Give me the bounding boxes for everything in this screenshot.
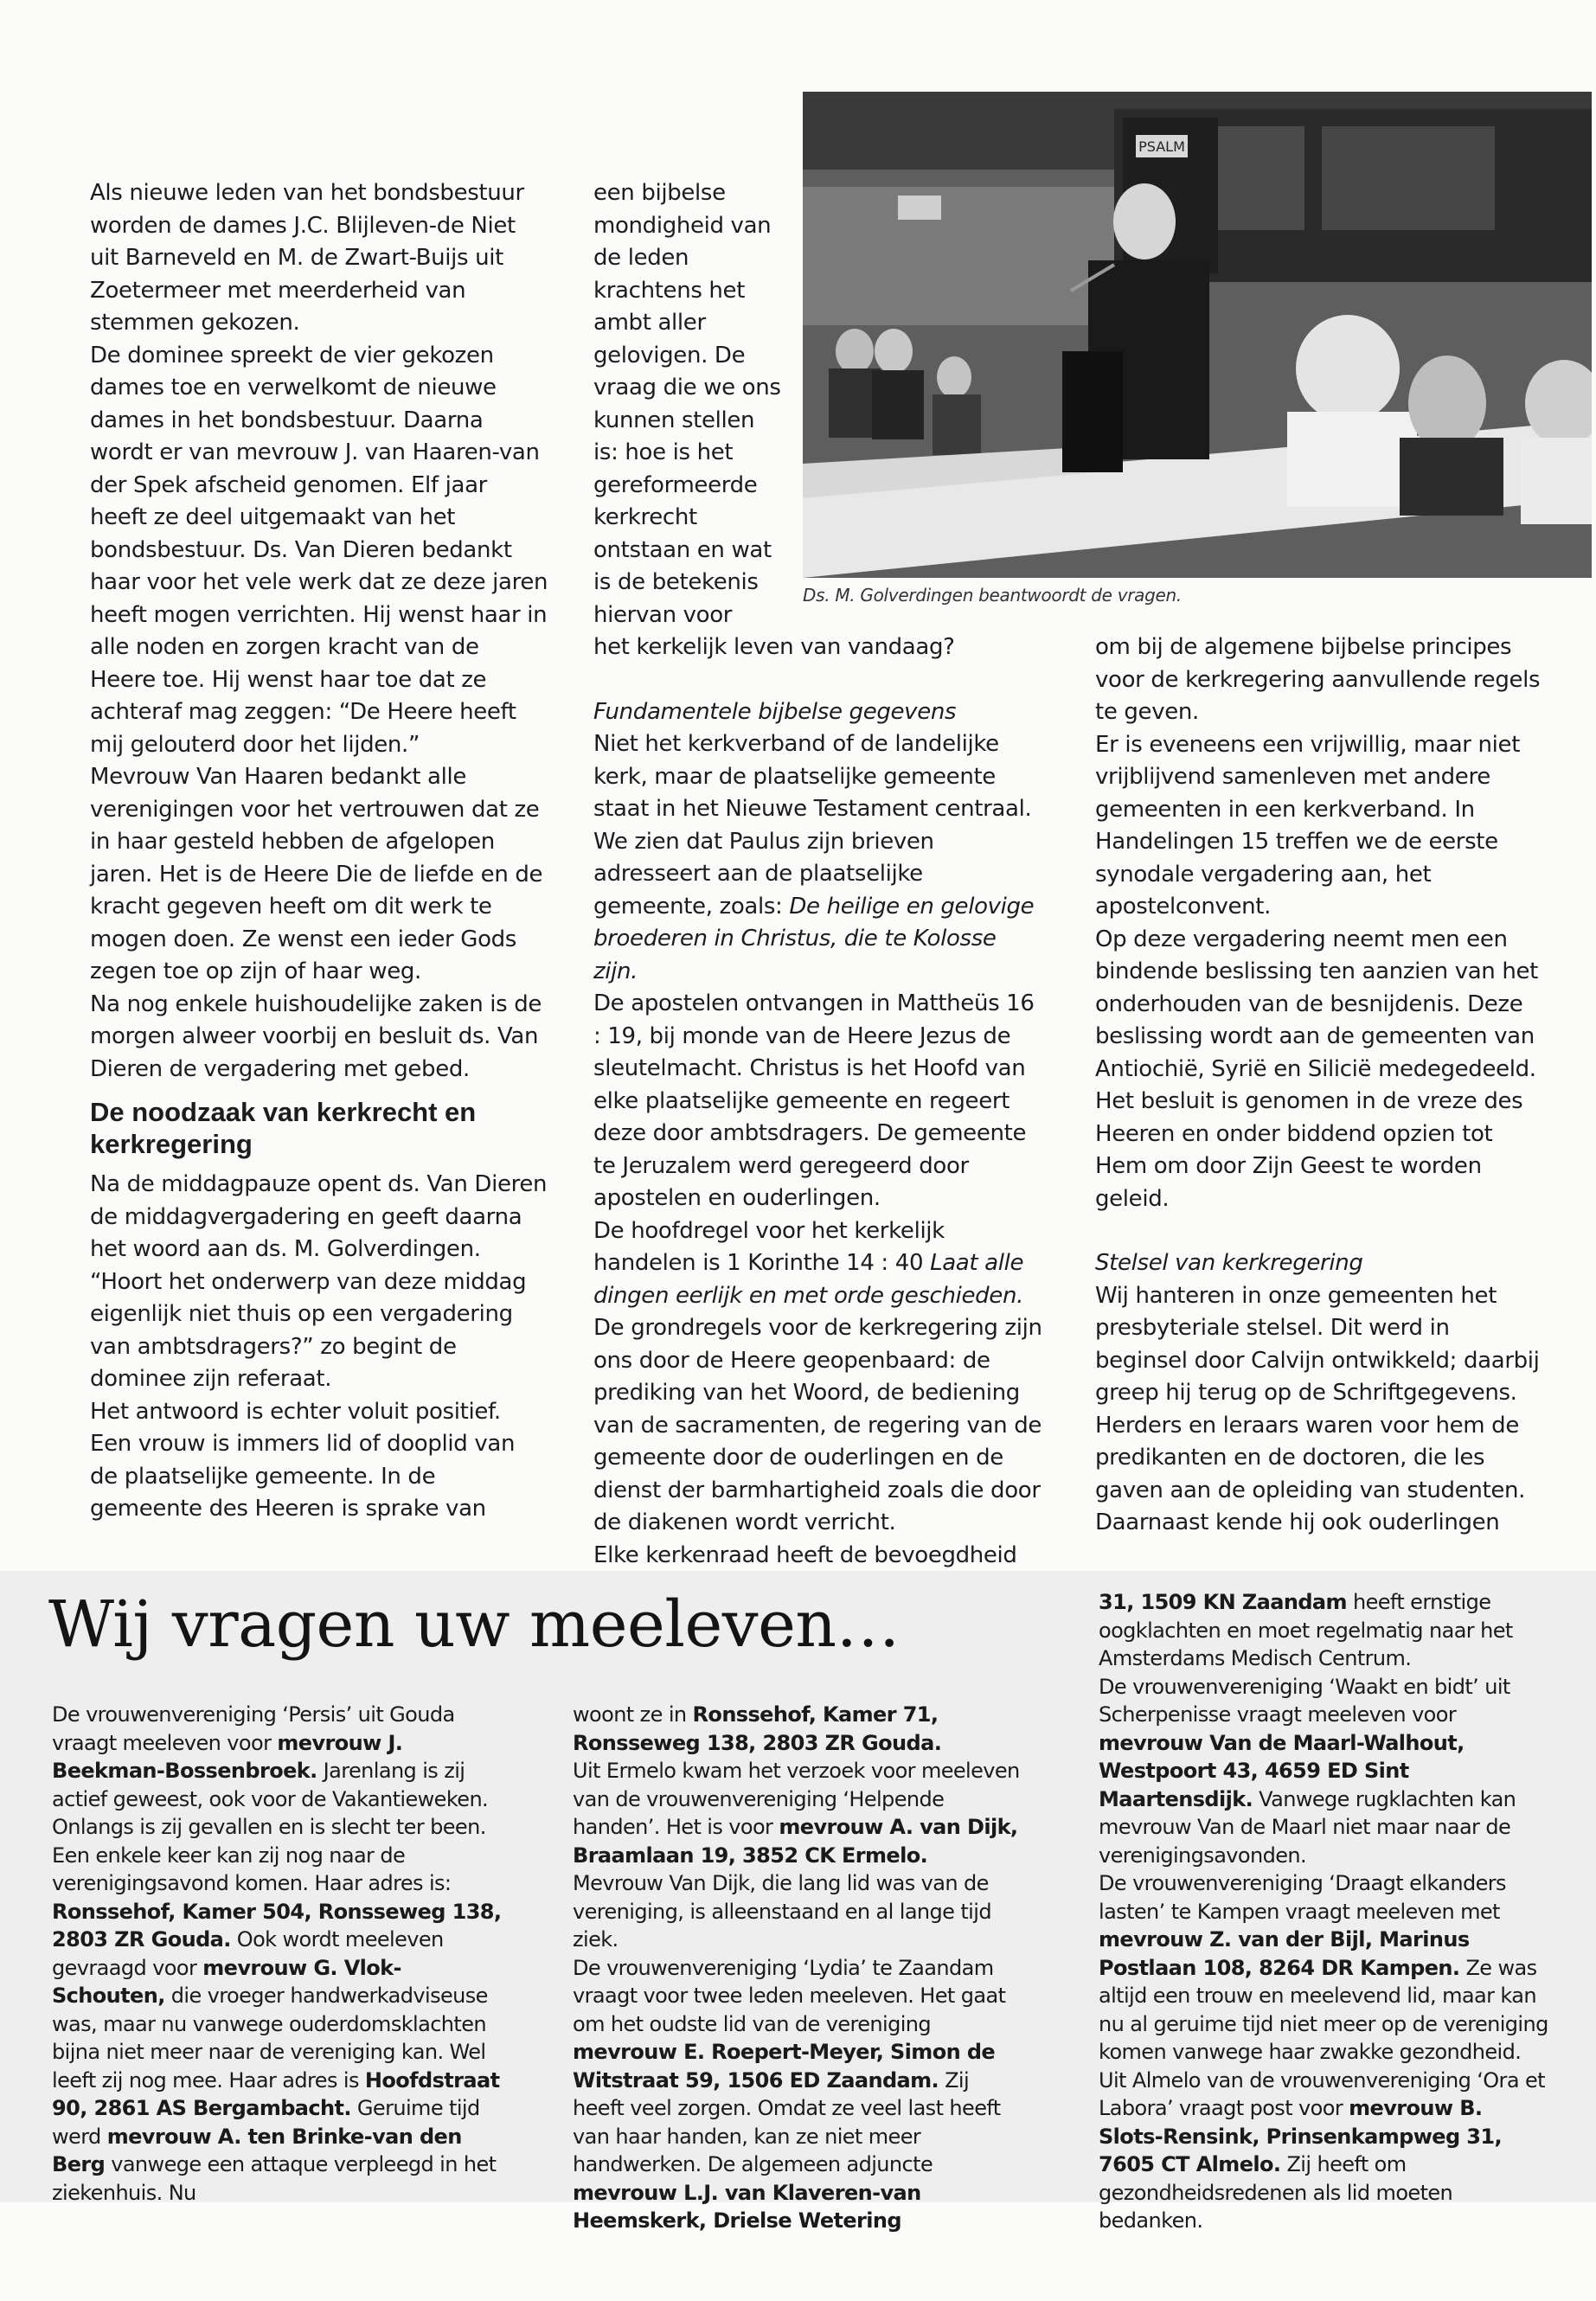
box-column-2 — [573, 1701, 1022, 2235]
text-run: Vanwege rugklachten kan mevrouw Van de Maarl niet maar naar de verenigingsavonden. — [1099, 1786, 1516, 1868]
photo-sign-text: PSALM — [1138, 138, 1185, 155]
paragraph: Elke kerkenraad heeft de bevoegdheid — [593, 1541, 1017, 1568]
paragraph — [573, 1701, 1022, 1757]
paragraph: Als nieuwe leden van het bondsbestuur worden de dames J.C. Blijleven-de Niet uit Barneveld en M. de Zwart-Buijs uit Zoetermeer met meerderheid van stemmen gekozen. — [90, 180, 524, 336]
article-column-3 — [1095, 631, 1545, 1540]
section-subtitle: Stelsel van kerkregering — [1095, 1250, 1363, 1276]
paragraph — [573, 1954, 1022, 2235]
section-heading: De noodzaak van kerkrecht en kerkregering — [90, 1097, 477, 1159]
meeting-photo-illustration — [803, 92, 1592, 578]
name-address: mevrouw Z. van der Bijl, Marinus Postlaan 108, 8264 DR Kampen. — [1099, 1927, 1470, 1980]
paragraph: Wij hanteren in onze gemeenten het presbyteriale stelsel. Dit werd in beginsel door Calvijn ontwikkeld; daarbij greep hij terug op de Schriftgegevens. Herders en leraars waren voor hem de predikanten en de doctoren, die les gaven aan de opleiding van studenten. Daarnaast kende hij ook ouderlingen — [1095, 1282, 1540, 1535]
text-run: die vroeger handwerkadviseuse was, maar nu vanwege ouderdomsklachten bijna niet meer naar de vereniging kan. Wel leeft zij nog mee. Haar adres is — [52, 1984, 488, 2093]
paragraph: De grondregels voor de kerkregering zijn ons door de Heere geopenbaard: de prediking van het Woord, de bediening van de sacramenten, de regering van de gemeente door de ouderlingen en de dienst der barmhartigheid zoals die door de diakenen wordt verricht. — [593, 1315, 1042, 1535]
box-column-1 — [52, 1701, 502, 2207]
paragraph — [1099, 1869, 1548, 2067]
text-run: De vrouwenvereniging ‘Lydia’ te Zaandam vraagt voor twee leden meeleven. Het gaat om het oudste lid van de vereniging — [573, 1955, 1006, 2036]
text-run: De hoofdregel voor het kerkelijk handelen is 1 Korinthe 14 : 40 — [593, 1217, 945, 1276]
paragraph: Na nog enkele huishoudelijke zaken is de morgen alweer voorbij en besluit ds. Van Dieren de vergadering met gebed. — [90, 990, 542, 1082]
text-run: Uit Ermelo kwam het verzoek voor meeleven van de vrouwenvereniging ‘Helpende handen’. Het is voor — [573, 1759, 1020, 1839]
name-address: 31, 1509 KN Zaandam — [1099, 1590, 1347, 1614]
name-address: Ronssehof, Kamer 504, Ronsseweg 138, 2803 ZR Gouda. — [52, 1899, 502, 1952]
name-address: mevrouw A. van Dijk, Braamlaan 19, 3852 CK Ermelo. — [573, 1815, 1018, 1868]
text-run: Mevrouw Van Dijk, die lang lid was van de vereniging, is alleenstaand en al lange tijd ziek. — [573, 1871, 991, 1952]
paragraph: Mevrouw Van Haaren bedankt alle verenigingen voor het vertrouwen dat ze in haar gesteld hebben de afgelopen jaren. Het is de Heere Die de liefde en de kracht gegeven heeft om dit werk te mogen doen. Ze wenst een ieder Gods zegen toe op zijn of haar weg. — [90, 764, 543, 984]
text-run: Niet het kerkverband of de landelijke kerk, maar de plaatselijke gemeente staat in het Nieuwe Testament centraal. We zien dat Paulus zijn brieven adresseert aan de plaatselijke gemeente, zoals: — [593, 731, 1032, 920]
paragraph: De apostelen ontvangen in Mattheüs 16 : 19, bij monde van de Heere Jezus de sleutelmacht. Christus is het Hoofd van elke plaatselijke gemeente en regeert deze door ambtsdragers. De gemeente te Jeruzalem werd geregeerd door apostelen en ouderlingen. — [593, 990, 1035, 1211]
article-column-1 — [90, 177, 548, 1526]
paragraph: Op deze vergadering neemt men een bindende beslissing ten aanzien van het onderhouden van de besnijdenis. Deze beslissing wordt aan de gemeenten van Antiochië, Syrië en Silicië medegedeeld. Het besluit is genomen in de vreze des Heeren en onder biddend opzien tot Hem om door Zijn Geest te worden geleid. — [1095, 926, 1538, 1212]
paragraph: Er is eveneens een vrijwillig, maar niet vrijblijvend samenleven met andere gemeenten in een kerkverband. In Handelingen 15 treffen we de eerste synodale vergadering aan, het apostelconvent. — [1095, 731, 1521, 920]
photo-caption: Ds. M. Golverdingen beantwoordt de vragen. — [803, 585, 1182, 606]
paragraph — [52, 1701, 502, 2207]
paragraph — [1099, 1673, 1548, 1870]
text-run: Ook wordt meeleven gevraagd voor — [52, 1927, 444, 1980]
text-run: De vrouwenvereniging ‘Draagt elkanders lasten’ te Kampen vraagt meeleven met — [1099, 1871, 1506, 1924]
name-address: mevrouw B. Slots-Rensink, Prinsenkampweg 31, 7605 CT Almelo. — [1099, 2096, 1503, 2176]
text-run: De vrouwenvereniging ‘Persis’ uit Gouda vraagt meeleven voor — [52, 1702, 455, 1755]
text-run: Uit Almelo van de vrouwenvereniging ‘Ora et Labora’ vraagt post voor — [1099, 2067, 1545, 2120]
text-run: Geruime tijd werd — [52, 2096, 480, 2149]
name-address: Ronssehof, Kamer 71, Ronsseweg 138, 2803 ZR Gouda. — [573, 1702, 942, 1755]
meeting-photo — [803, 92, 1592, 578]
paragraph: Het antwoord is echter voluit positief. Een vrouw is immers lid of dooplid van de plaatselijke gemeente. In de gemeente des Heeren is sprake van — [90, 1398, 516, 1522]
paragraph — [573, 1757, 1022, 1954]
article-column-2 — [593, 631, 1043, 1572]
text-run: vanwege een attaque verpleegd in het ziekenhuis. Nu — [52, 2152, 497, 2205]
text-run: Jarenlang is zij actief geweest, ook voor de Vakantieweken. Onlangs is zij gevallen en is slecht ter been. Een enkele keer kan zij nog naar de verenigingsavond komen. Haar adres is: — [52, 1759, 489, 1895]
text-run: Zij heeft om gezondheidsredenen als lid moeten bedanken. — [1099, 2152, 1453, 2233]
name-address: Hoofdstraat 90, 2861 AS Bergambacht. — [52, 2067, 500, 2120]
text-run: De vrouwenvereniging ‘Waakt en bidt’ uit Scherpenisse vraagt meeleven voor — [1099, 1674, 1510, 1727]
text-run: heeft ernstige oogklachten en moet regelmatig naar het Amsterdams Medisch Centrum. — [1099, 1590, 1513, 1670]
paragraph — [593, 1215, 1043, 1313]
section-subtitle: Fundamentele bijbelse gegevens — [593, 698, 957, 725]
name-address: mevrouw Van de Maarl-Walhout, Westpoort 43, 4659 ED Sint Maartensdijk. — [1099, 1730, 1465, 1811]
name-address: mevrouw G. Vlok-Schouten, — [52, 1955, 401, 2008]
box-column-3 — [1099, 1588, 1548, 2235]
name-address: mevrouw J. Beekman-Bossenbroek. — [52, 1730, 403, 1783]
paragraph — [1099, 1588, 1548, 1673]
paragraph: een bijbelse mondigheid van de leden krachtens het ambt aller gelovigen. De vraag die we ons kunnen stellen is: hoe is het gereformeerde kerkrecht ontstaan en wat is de betekenis hiervan voor — [593, 180, 781, 628]
paragraph: De dominee spreekt de vier gekozen dames toe en verwelkomt de nieuwe dames in het bondsbestuur. Daarna wordt er van mevrouw J. van Haaren-van der Spek afscheid genomen. Elf jaar heeft ze deel uitgemaakt van het bondsbestuur. Ds. Van Dieren bedankt haar voor het vele werk dat ze deze jaren heeft mogen verrichten. Hij wenst haar in alle noden en zorgen kracht van de Heere toe. Hij wenst haar toe dat ze achteraf mag zeggen: “De Heere heeft mij gelouterd door het lijden.” — [90, 342, 548, 758]
text-run: Zij heeft veel zorgen. Omdat ze veel last heeft van haar handen, kan ze niet meer handwerken. De algemeen adjuncte — [573, 2067, 1001, 2176]
paragraph — [593, 728, 1043, 988]
paragraph — [1099, 2067, 1548, 2235]
name-address: mevrouw A. ten Brinke-van den Berg — [52, 2124, 462, 2176]
quote-text: Laat alle dingen eerlijk en met orde geschieden. — [593, 1250, 1024, 1309]
text-run: woont ze in — [573, 1702, 693, 1727]
box-title: Wij vragen uw meeleven… — [48, 1587, 901, 1662]
name-address: mevrouw L.J. van Klaveren-van Heemskerk, Drielse Wetering — [573, 2180, 921, 2233]
name-address: mevrouw E. Roepert-Meyer, Simon de Witstraat 59, 1506 ED Zaandam. — [573, 2040, 996, 2093]
paragraph: het kerkelijk leven van vandaag? — [593, 634, 955, 660]
text-run: Ze was altijd een trouw en meelevend lid, maar kan nu al geruime tijd niet meer op de vereniging komen vanwege haar zwakke gezondheid. — [1099, 1955, 1548, 2064]
article-column-2a — [593, 177, 784, 631]
paragraph: om bij de algemene bijbelse principes voor de kerkregering aanvullende regels te geven. — [1095, 634, 1541, 725]
paragraph: Na de middagpauze opent ds. Van Dieren de middagvergadering en geeft daarna het woord aan ds. M. Golverdingen. “Hoort het onderwerp van deze middag eigenlijk niet thuis op een vergadering van ambtsdragers?” zo begint de dominee zijn referaat. — [90, 1171, 548, 1392]
quote-text: De heilige en gelovige broederen in Christus, die te Kolosse zijn. — [593, 893, 1035, 984]
